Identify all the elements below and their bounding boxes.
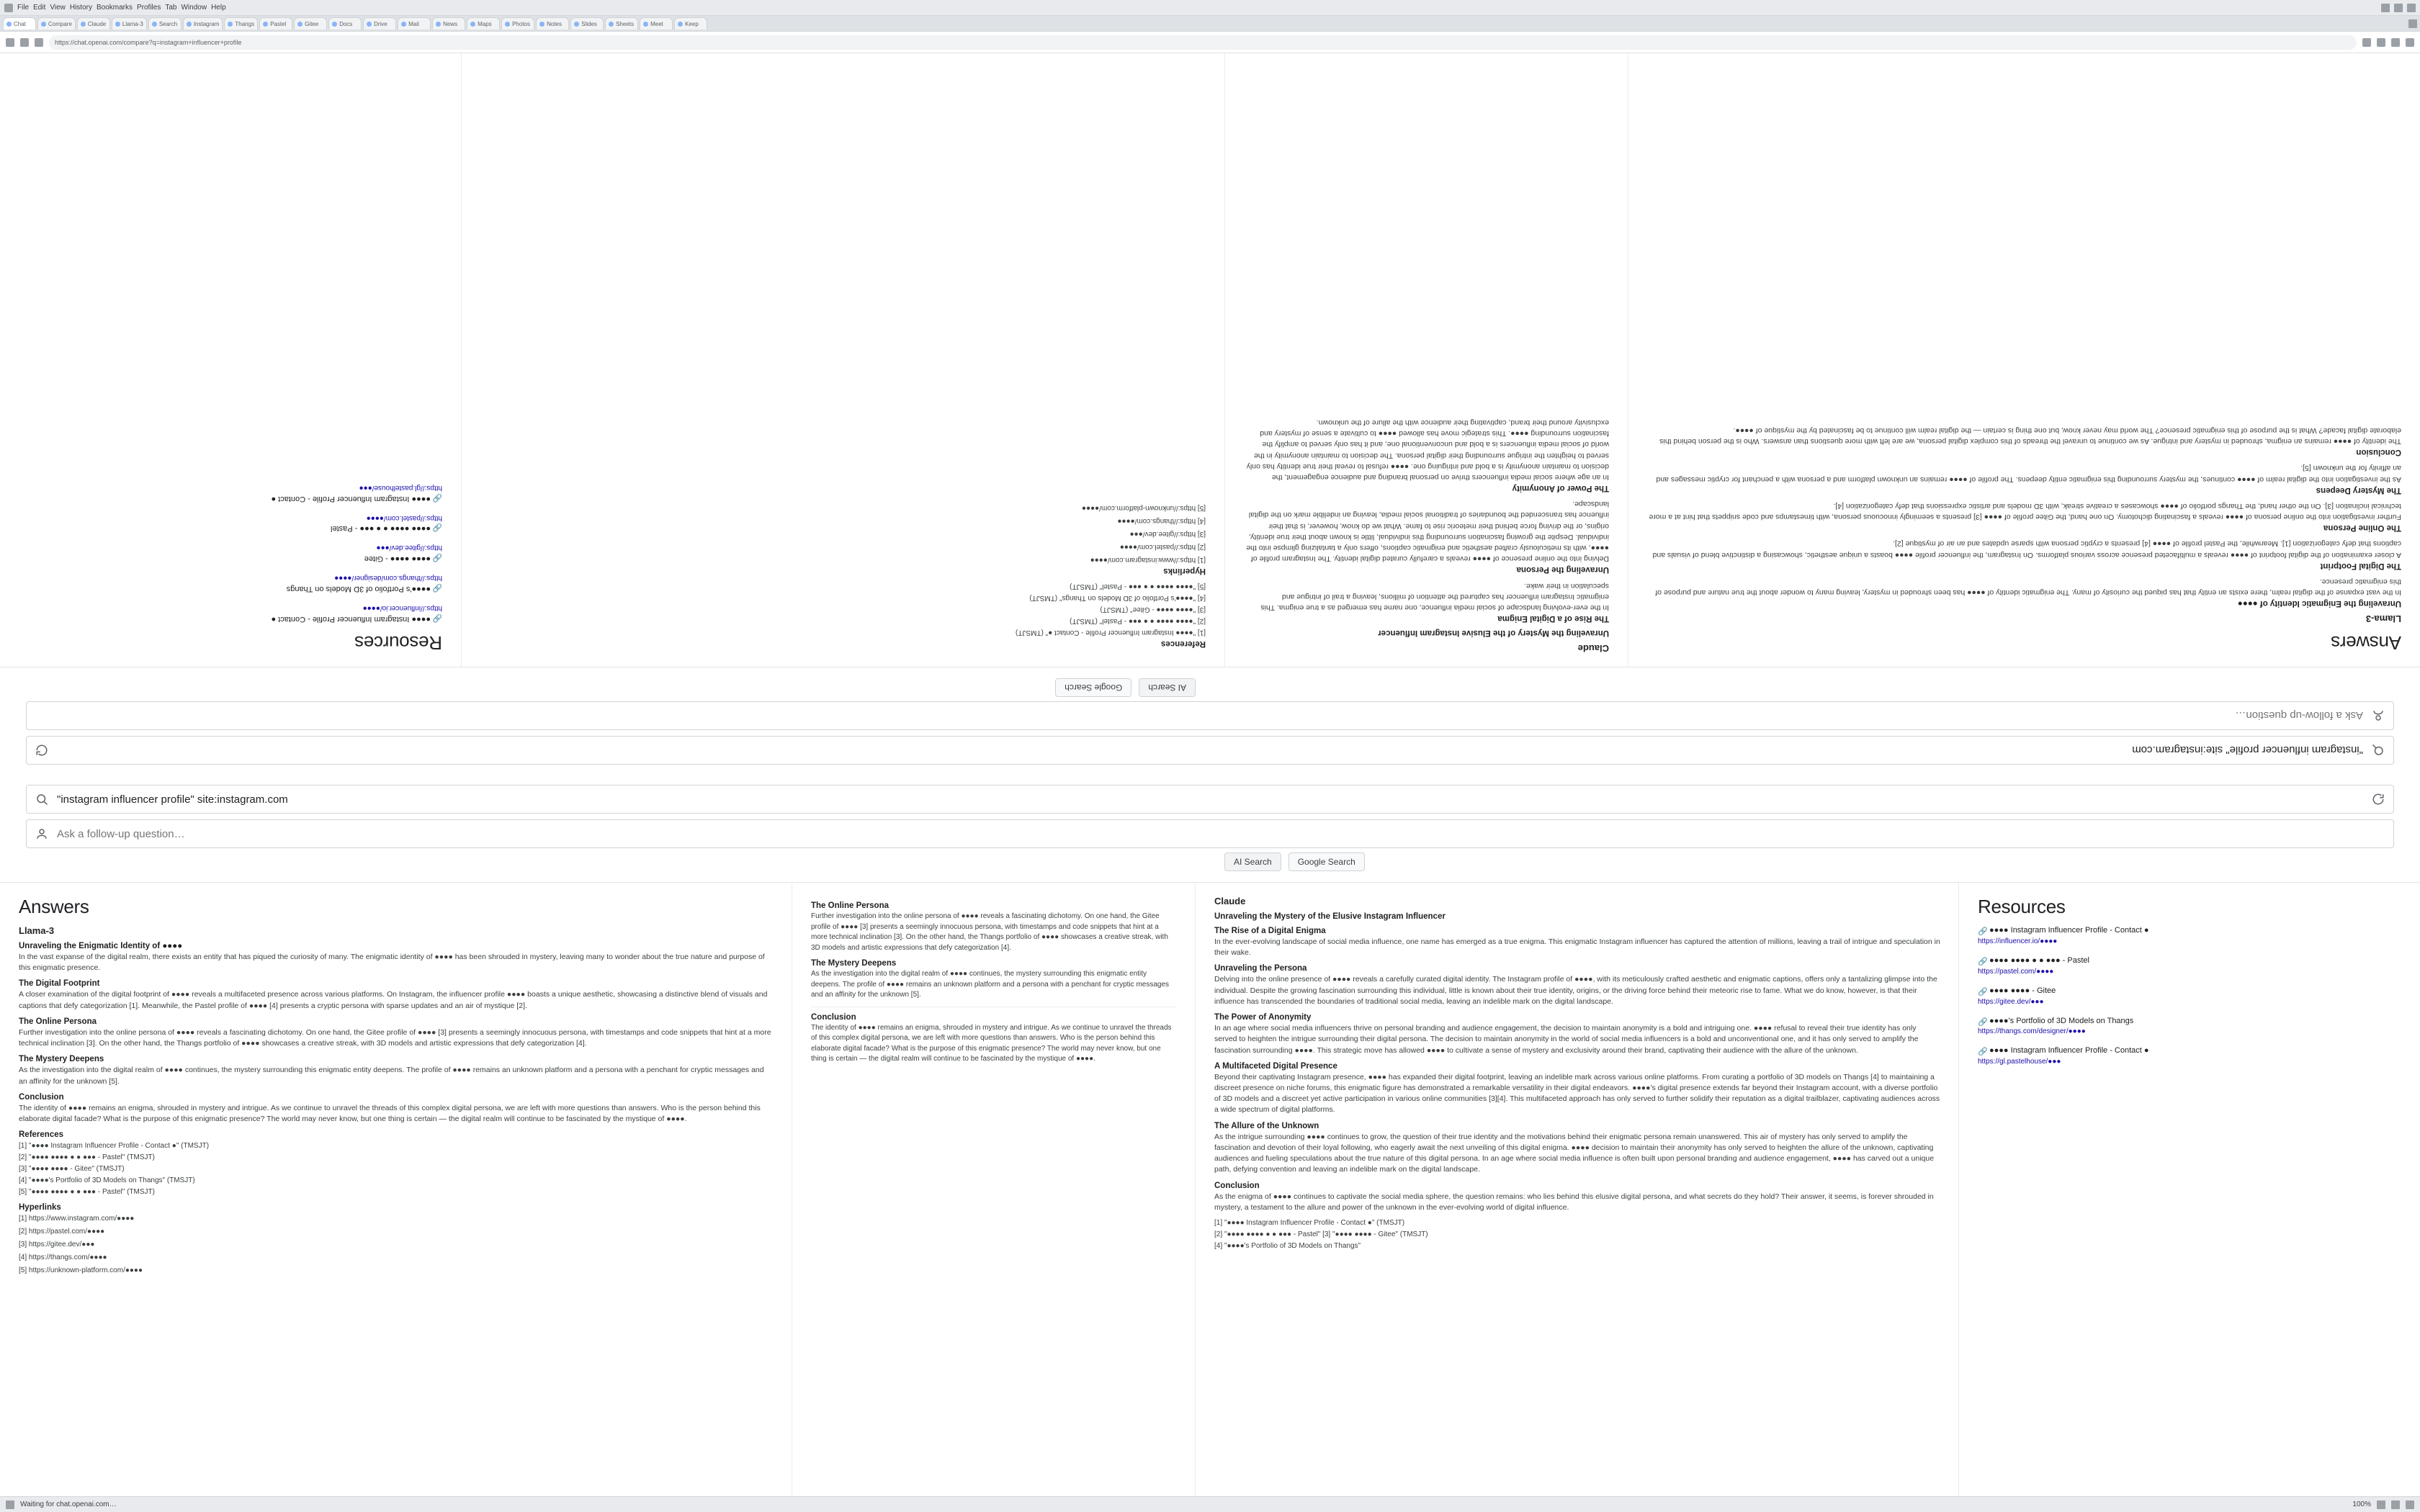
favicon-icon xyxy=(152,22,157,27)
resource-item[interactable] xyxy=(19,514,442,534)
section-heading: Conclusion xyxy=(19,1092,64,1102)
section-heading: The Rise of a Digital Enigma xyxy=(1497,614,1609,623)
resource-title: ●●●● ●●●● ● ● ●●● - Pastel xyxy=(1989,955,2089,965)
hyperlink-item[interactable]: [4] https://thangs.com/●●●● xyxy=(1117,517,1206,525)
section-body: As the investigation into the digital realm of ●●●● continues, the mystery surrounding this enigmatic entity deepens. The profile of ●●●● remains an unknown platform and a persona with a penchant for cryptic messages and an affinity for the unknown [5]. xyxy=(1656,464,2401,484)
hyperlink-item[interactable]: [1] https://www.instagram.com/●●●● xyxy=(1090,556,1206,564)
profile-icon[interactable] xyxy=(2391,38,2400,47)
google-search-button[interactable]: Google Search xyxy=(1289,852,1365,871)
hyperlink-item[interactable]: [1] https://www.instagram.com/●●●● xyxy=(19,1215,135,1223)
section-body: In an age where social media influencers thrive on personal branding and audience engagement, the decision to maintain anonymity is a bold and intriguing one. ●●●● refusal to reveal their true identity has only served to heighten the intrigue surrounding their digital persona. The decision to maintain anonymity in the world of social media influencers is a bold and unconventional one, and it has only served to amplify the fascination surrounding ●●●●. This strategic move has allowed ●●●● to cultivate a sense of mystery and exclusivity around their brand, captivating their audience with the allure of the unknown. xyxy=(1246,418,1609,482)
search-input-mirror[interactable] xyxy=(55,744,2365,757)
browser-tab-label: Drive xyxy=(374,20,387,27)
browser-tab-label: Compare xyxy=(48,20,72,27)
reference-item: [4] "●●●●'s Portfolio of 3D Models on Thangs" xyxy=(1214,1241,1361,1250)
section-heading: Unraveling the Mystery of the Elusive Instagram Influencer xyxy=(1378,629,1609,637)
browser-tab-label: Gitee xyxy=(305,20,319,27)
section-heading: The Digital Footprint xyxy=(19,979,100,989)
ai-search-button-mirror[interactable]: AI Search xyxy=(1139,678,1196,697)
reference-item: [5] "●●●● ●●●● ● ● ●●● - Pastel" (TMSJT) xyxy=(1070,582,1206,590)
resource-title: ●●●● Instagram Influencer Profile - Contact ● xyxy=(1989,1046,2149,1056)
profile-icon xyxy=(2372,709,2385,722)
model-name-llama: Llama-3 xyxy=(19,925,55,936)
reload-icon[interactable] xyxy=(35,744,48,757)
section-body: Delving into the online presence of ●●●● reveals a carefully curated digital identity. The Instagram profile of ●●●●, with its meticulously crafted aesthetic and enigmatic captions, offers only a tantalizing glimpse into the individual. Despite the growing fascination surrounding this individual, little is known about their true identity, origins, or the driving force behind their meteoric rise to fame. What we do know, however, is that their influence has transcended the boundaries of traditional social media, leaving an indelible mark on the digital landscape. xyxy=(1246,500,1609,564)
browser-tab[interactable] xyxy=(467,17,500,30)
answers-heading-mirror: Answers xyxy=(2331,632,2401,654)
browser-tab-label: Docs xyxy=(339,20,353,27)
apple-logo-icon xyxy=(4,4,13,12)
search-buttons[interactable] xyxy=(1224,852,1365,871)
reload-icon[interactable] xyxy=(35,38,43,47)
reference-item: [5] "●●●● ●●●● ● ● ●●● - Pastel" (TMSJT) xyxy=(19,1188,155,1197)
browser-tab[interactable] xyxy=(640,17,673,30)
resource-item[interactable] xyxy=(1978,955,2401,976)
browser-tab[interactable] xyxy=(148,17,182,30)
reference-item: [3] "●●●● ●●●● - Gitee" (TMSJT) xyxy=(19,1165,125,1174)
profile-icon xyxy=(35,827,48,840)
page-content xyxy=(0,775,2420,1496)
section-heading: Unraveling the Persona xyxy=(1214,964,1307,973)
reference-item: [1] "●●●● Instagram Influencer Profile - Contact ●" (TMSJT) xyxy=(19,1142,210,1151)
page-viewport xyxy=(0,53,2420,1496)
section-heading: The Power of Anonymity xyxy=(1512,484,1609,493)
os-menubar[interactable] xyxy=(0,0,2420,16)
resource-title: ●●●● Instagram Influencer Profile - Contact ● xyxy=(1989,926,2149,935)
favicon-icon xyxy=(367,22,372,27)
reference-item: [2] "●●●● ●●●● ● ● ●●● - Pastel" (TMSJT) xyxy=(19,1153,155,1162)
favicon-icon xyxy=(574,22,579,27)
resource-title: ●●●● ●●●● - Gitee xyxy=(364,554,431,564)
resources-col-mirror xyxy=(0,53,461,667)
browser-tab-label: Thangs xyxy=(235,20,255,27)
resources-heading-mirror: Resources xyxy=(354,632,442,654)
browser-tabstrip[interactable] xyxy=(0,16,2420,32)
link-icon: 🔗 xyxy=(1978,927,1988,936)
section-body: As the investigation into the digital realm of ●●●● continues, the mystery surrounding this enigmatic entity deepens. The profile of ●●●● remains an unknown platform and a persona with a penchant for cryptic messages and an affinity for the unknown [5]. xyxy=(19,1066,764,1086)
reference-item: [4] "●●●●'s Portfolio of 3D Models on Thangs" (TMSJT) xyxy=(1029,594,1206,602)
status-bar xyxy=(0,1496,2420,1512)
link-icon: 🔗 xyxy=(1978,1017,1988,1027)
browser-tab[interactable] xyxy=(432,17,465,30)
section-heading: Conclusion xyxy=(1214,1181,1260,1190)
section-heading: Unraveling the Enigmatic Identity of ●●●● xyxy=(2237,599,2401,608)
menu-item-view[interactable]: View xyxy=(50,4,66,12)
section-body: Beyond their captivating Instagram presence, ●●●● has expanded their digital footprint, leaving an indelible mark across various online platforms. From curating a portfolio of 3D models on Thangs [4] to maintaining a discreet presence on niche forums, this enigmatic figure has demonstrated a remarkable versatility in their digital endeavors. ●●●●'s digital presence extends far beyond their Instagram account, with a diverse portfolio of 3D models and a discreet yet active participation in various online communities [3][4]. This multifaceted approach has only served to further solidify their reputation as a digital trailblazer, captivating audiences across a wide spectrum of digital platforms. xyxy=(1214,1072,1940,1115)
browser-toolbar[interactable] xyxy=(0,32,2420,53)
claude-column xyxy=(1196,883,1959,1496)
references-col-mirror xyxy=(461,53,1224,667)
forward-icon[interactable] xyxy=(20,38,29,47)
section-heading: Conclusion xyxy=(811,1012,856,1022)
favicon-icon xyxy=(505,22,510,27)
browser-tab[interactable] xyxy=(259,17,292,30)
menu-item-bookmarks[interactable]: Bookmarks xyxy=(96,4,133,12)
section-body: In an age where social media influencers thrive on personal branding and audience engagement, the decision to maintain anonymity is a bold and intriguing one. ●●●● refusal to reveal their true identity has only served to heighten the intrigue surrounding their digital persona. The decision to maintain anonymity in the world of social media influencers is a bold and unconventional one, and it has only served to amplify the fascination surrounding ●●●●. This strategic move has allowed ●●●● to cultivate a sense of mystery and exclusivity around their brand, captivating their audience with the allure of the unknown. xyxy=(1214,1024,1919,1055)
section-heading: The Mystery Deepens xyxy=(2316,485,2401,495)
link-icon: 🔗 xyxy=(1978,1048,1988,1057)
reference-list xyxy=(19,1140,774,1197)
section-heading: The Rise of a Digital Enigma xyxy=(1214,927,1326,935)
section-heading: The Power of Anonymity xyxy=(1214,1013,1312,1022)
resource-item[interactable] xyxy=(1978,986,2401,1006)
favicon-icon xyxy=(470,22,475,27)
extensions-icon[interactable] xyxy=(2377,38,2385,47)
search-icon xyxy=(2372,744,2385,757)
section-heading: Unraveling the Persona xyxy=(1516,565,1609,575)
search-buttons-mirror[interactable] xyxy=(1055,678,1196,697)
hyperlinks-heading: Hyperlinks xyxy=(1163,567,1206,575)
browser-tab-label: News xyxy=(443,20,458,27)
browser-tab[interactable] xyxy=(224,17,258,30)
browser-tab-label: Instagram xyxy=(193,20,220,27)
resource-title: ●●●● Instagram Influencer Profile - Contact ● xyxy=(271,615,431,624)
browser-tab-label: Claude xyxy=(87,20,107,27)
model-name-mirror: Llama-3 xyxy=(2365,613,2401,624)
resource-url[interactable]: https://gitee.dev/●●● xyxy=(1978,997,2044,1006)
section-body: Further investigation into the online persona of ●●●● reveals a fascinating dichotomy. On one hand, the Gitee profile of ●●●● [3] presents a seemingly innocuous persona, with timestamps and code snippets that hint at a more technical inclination [3]. On the other hand, the Thangs portfolio of ●●●● showcases a creative streak, with 3D models and artistic expressions that defy categorization [4]. xyxy=(1649,501,2401,522)
new-tab-icon[interactable] xyxy=(2408,19,2417,28)
favicon-icon xyxy=(643,22,648,27)
section-body: As the investigation into the digital realm of ●●●● continues, the mystery surrounding this enigmatic entity deepens. The profile of ●●●● remains an unknown platform and a persona with a penchant for cryptic messages and an affinity for the unknown [5]. xyxy=(811,970,1170,999)
resource-url[interactable]: https://thangs.com/designer/●●●● xyxy=(1978,1027,2086,1036)
favicon-icon xyxy=(41,22,46,27)
reference-list xyxy=(480,581,1206,638)
hyperlink-list[interactable] xyxy=(19,1213,774,1276)
reference-item: [2] "●●●● ●●●● ● ● ●●● - Pastel" (TMSJT) xyxy=(1070,617,1206,625)
reference-item: [3] "●●●● ●●●● - Gitee" (TMSJT) xyxy=(1100,606,1206,613)
claude-col-mirror xyxy=(1224,53,1628,667)
favicon-icon xyxy=(115,22,120,27)
resource-url[interactable]: https://influencer.io/●●●● xyxy=(362,604,442,613)
section-body: A closer examination of the digital footprint of ●●●● reveals a multifaceted presence across various platforms. On Instagram, the influencer profile ●●●● boasts a unique aesthetic, showcasing a distinctive blend of visuals and captions that defy categorization [1]. Meanwhile, the Pastel profile of ●●●● [4] presents a cryptic persona with sparse updates and an air of mystique [2]. xyxy=(1652,539,2401,559)
resource-url[interactable]: https://pastel.com/●●●● xyxy=(366,513,442,522)
link-icon: 🔗 xyxy=(432,583,442,593)
dock-icon[interactable] xyxy=(2377,1500,2385,1509)
address-bar-url: https://chat.openai.com/compare?q=instagram+influencer+profile xyxy=(55,38,242,46)
browser-tab-label: Chat xyxy=(14,20,26,27)
resource-url[interactable]: https://pastel.com/●●●● xyxy=(1978,967,2054,976)
section-body: A closer examination of the digital footprint of ●●●● reveals a multifaceted presence across various platforms. On Instagram, the influencer profile ●●●● boasts a unique aesthetic, showcasing a distinctive blend of visuals and captions that defy categorization [1]. Meanwhile, the Pastel profile of ●●●● [4] presents a cryptic persona with sparse updates and an air of mystique [2]. xyxy=(19,990,768,1010)
browser-tab[interactable] xyxy=(112,17,147,30)
search-zone-mirror xyxy=(0,667,2420,775)
favicon-icon xyxy=(187,22,192,27)
hyperlink-item[interactable]: [5] https://unknown-platform.com/●●●● xyxy=(19,1266,143,1275)
browser-tab[interactable] xyxy=(501,17,534,30)
section-body: The identity of ●●●● remains an enigma, shrouded in mystery and intrigue. As we continue to unravel the threads of this complex digital persona, we are left with more questions than answers. Who is the person behind this elaborate digital facade? What is the purpose of this enigmatic presence? The world may never know, but one thing is certain — the digital realm will continue to be fascinated by the mystique of ●●●●. xyxy=(1659,426,2401,446)
references-heading: References xyxy=(1160,639,1206,648)
model-name-claude: Claude xyxy=(1214,896,1246,906)
menu-item-profiles[interactable]: Profiles xyxy=(137,4,161,12)
browser-tab[interactable] xyxy=(183,17,223,30)
resource-item[interactable] xyxy=(19,484,442,504)
section-heading: The Mystery Deepens xyxy=(811,959,897,968)
finder-icon[interactable] xyxy=(6,1500,14,1509)
status-text: Waiting for chat.openai.com… xyxy=(20,1500,117,1508)
reference-item: [1] "●●●● Instagram Influencer Profile - Contact ●" (TMSJT) xyxy=(1214,1218,1405,1227)
section-heading: Unraveling the Mystery of the Elusive Instagram Influencer xyxy=(1214,912,1446,921)
hyperlinks-heading: Hyperlinks xyxy=(19,1203,61,1212)
section-body: In the vast expanse of the digital realm, there exists an entity that has piqued the curiosity of many. The enigmatic identity of ●●●● has been shrouded in mystery, leaving many to wonder about the true nature and purpose of this enigmatic presence. xyxy=(1655,577,2401,597)
section-heading: The Online Persona xyxy=(811,901,889,910)
zoom-level[interactable]: 100% xyxy=(2352,1500,2371,1508)
hyperlink-list[interactable] xyxy=(480,503,1206,565)
search-field-secondary[interactable] xyxy=(26,819,2394,848)
browser-tab-label: Sheets xyxy=(616,20,634,27)
answers-col-llama-mirror xyxy=(1628,53,2420,667)
reload-icon[interactable] xyxy=(2372,793,2385,806)
reference-item: [1] "●●●● Instagram Influencer Profile - Contact ●" (TMSJT) xyxy=(1015,629,1206,636)
browser-tab[interactable] xyxy=(570,17,604,30)
menu-item-help[interactable]: Help xyxy=(211,4,226,12)
browser-tab-label: Search xyxy=(158,20,178,27)
section-body: In the vast expanse of the digital realm, there exists an entity that has piqued the curiosity of many. The enigmatic identity of ●●●● has been shrouded in mystery, leaving many to wonder about the true nature and purpose of this enigmatic presence. xyxy=(19,953,765,973)
favicon-icon xyxy=(297,22,302,27)
section-body: In the ever-evolving landscape of social media influence, one name has emerged as a true enigma. This enigmatic Instagram influencer has captured the attention of millions, leaving a trail of intrigue and speculation in their wake. xyxy=(1260,581,1609,612)
hyperlink-item[interactable]: [3] https://gitee.dev/●●● xyxy=(1129,530,1206,538)
favicon-icon xyxy=(228,22,233,27)
model-name-mirror: Claude xyxy=(1577,643,1609,654)
hyperlink-item[interactable]: [4] https://thangs.com/●●●● xyxy=(19,1254,107,1262)
browser-tab[interactable] xyxy=(328,17,362,30)
reference-item: [4] "●●●●'s Portfolio of 3D Models on Thangs" (TMSJT) xyxy=(19,1176,195,1185)
resources-heading: Resources xyxy=(1978,896,2066,917)
answers-heading: Answers xyxy=(19,896,89,917)
resource-url[interactable]: https://gl.pastelhouse/●●● xyxy=(1978,1058,2061,1066)
section-heading: The Allure of the Unknown xyxy=(1214,1121,1319,1130)
resource-title: ●●●● ●●●● - Gitee xyxy=(1989,986,2056,995)
references-heading: References xyxy=(19,1130,64,1140)
browser-tab[interactable] xyxy=(3,17,36,30)
section-body: The identity of ●●●● remains an enigma, shrouded in mystery and intrigue. As we continue to unravel the threads of this complex digital persona, we are left with more questions than answers. Who is the person behind this elaborate digital facade? What is the purpose of this enigmatic presence? The world may never know, but one thing is certain — the digital realm will continue to be fascinated by the mystique of ●●●●. xyxy=(811,1023,1172,1063)
browser-tab-label: Llama-3 xyxy=(122,20,143,27)
browser-tab-label: Pastel xyxy=(270,20,287,27)
hyperlink-item[interactable]: [3] https://gitee.dev/●●● xyxy=(19,1241,95,1249)
browser-tab-label: Meet xyxy=(650,20,663,27)
link-icon: 🔗 xyxy=(432,613,442,622)
resource-url[interactable]: https://thangs.com/designer/●●●● xyxy=(334,574,442,582)
favicon-icon xyxy=(539,22,544,27)
followup-input[interactable] xyxy=(55,827,2385,841)
search-input[interactable] xyxy=(55,793,2365,806)
reference-item: [2] "●●●● ●●●● ● ● ●●● - Pastel" [3] "●●●● ●●●● - Gitee" (TMSJT) xyxy=(1214,1230,1428,1238)
hyperlink-item[interactable]: [2] https://pastel.com/●●●● xyxy=(19,1228,105,1236)
search-field-secondary-mirror[interactable] xyxy=(26,701,2394,730)
browser-tab[interactable] xyxy=(363,17,396,30)
clock-icon[interactable] xyxy=(2407,4,2416,12)
browser-tab-label: Keep xyxy=(685,20,699,27)
section-heading: The Online Persona xyxy=(2323,523,2401,533)
link-icon: 🔗 xyxy=(1978,987,1988,996)
answers-column xyxy=(0,883,792,1496)
favicon-icon xyxy=(6,22,12,27)
back-icon[interactable] xyxy=(6,38,14,47)
resources-column xyxy=(1959,883,2420,1496)
resource-item[interactable] xyxy=(1978,925,2401,945)
section-heading: Conclusion xyxy=(2356,448,2401,457)
section-heading: The Online Persona xyxy=(19,1017,97,1026)
resource-item[interactable] xyxy=(19,544,442,564)
followup-input-mirror[interactable] xyxy=(35,709,2365,723)
browser-tab[interactable] xyxy=(77,17,110,30)
favicon-icon xyxy=(332,22,337,27)
dock-icon[interactable] xyxy=(2406,1500,2414,1509)
section-body: Delving into the online presence of ●●●● reveals a carefully curated digital identity. The Instagram profile of ●●●●, with its meticulously crafted aesthetic and enigmatic captions, offers only a tantalizing glimpse into the individual. Despite the growing fascination surrounding this individual, little is known about their true identity, origins, or the driving force behind their meteoric rise to fame. What we do know, however, is that their influence has transcended the boundaries of traditional social media, leaving an indelible mark on the digital landscape. xyxy=(1214,975,1937,1006)
browser-tab-label: Maps xyxy=(478,20,492,27)
browser-tab[interactable] xyxy=(294,17,327,30)
browser-tab[interactable] xyxy=(536,17,569,30)
resource-url[interactable]: https://influencer.io/●●●● xyxy=(1978,937,2058,945)
resource-title: ●●●● Instagram Influencer Profile - Contact ● xyxy=(271,494,431,503)
favicon-icon xyxy=(401,22,406,27)
favicon-icon xyxy=(263,22,268,27)
search-field-primary-mirror[interactable] xyxy=(26,736,2394,765)
resource-item[interactable] xyxy=(1978,1045,2401,1066)
ai-search-button[interactable]: AI Search xyxy=(1224,852,1281,871)
section-heading: The Digital Footprint xyxy=(2320,561,2401,570)
search-icon xyxy=(35,793,48,806)
content-columns-mirror xyxy=(0,53,2420,667)
wifi-icon[interactable] xyxy=(2381,4,2390,12)
battery-icon[interactable] xyxy=(2394,4,2403,12)
section-body: In the ever-evolving landscape of social media influence, one name has emerged as a true enigma. This enigmatic Instagram influencer has captured the attention of millions, leaving a trail of intrigue and speculation in their wake. xyxy=(1214,937,1940,958)
google-search-button-mirror[interactable]: Google Search xyxy=(1055,678,1131,697)
hyperlink-item[interactable]: [2] https://pastel.com/●●●● xyxy=(1119,543,1206,551)
section-heading: The Mystery Deepens xyxy=(19,1055,104,1064)
resource-url[interactable]: https://gitee.dev/●●● xyxy=(376,544,442,552)
link-icon: 🔗 xyxy=(432,523,442,532)
address-bar[interactable] xyxy=(49,35,2357,50)
resource-item[interactable] xyxy=(19,574,442,594)
menu-item-tab[interactable]: Tab xyxy=(165,4,177,12)
browser-tab-label: Notes xyxy=(547,20,562,27)
menu-item-window[interactable]: Window xyxy=(181,4,207,12)
section-body: As the enigma of ●●●● continues to captivate the social media sphere, the question remains: who lies behind this elusive digital persona, and what secrets do they hold? Their answer, it seems, is forever shrouded in mystery, a testament to the allure and power of the unknown in the ever-evolving world of digital influence. xyxy=(1214,1192,1934,1212)
bookmark-star-icon[interactable] xyxy=(2362,38,2371,47)
search-field-primary[interactable] xyxy=(26,785,2394,814)
section-heading: A Multifaceted Digital Presence xyxy=(1214,1061,1337,1071)
browser-tab[interactable] xyxy=(398,17,431,30)
browser-tab[interactable] xyxy=(37,17,76,30)
menu-item-file[interactable]: File xyxy=(17,4,30,12)
favicon-icon xyxy=(436,22,441,27)
kebab-menu-icon[interactable] xyxy=(2406,38,2414,47)
link-icon: 🔗 xyxy=(1978,957,1988,966)
favicon-icon xyxy=(81,22,86,27)
link-icon: 🔗 xyxy=(432,553,442,562)
resource-title: ●●●●'s Portfolio of 3D Models on Thangs xyxy=(286,585,431,594)
resource-item[interactable] xyxy=(1978,1016,2401,1036)
section-body: As the intrigue surrounding ●●●● continues to grow, the question of their true identity and the motivations behind their enigmatic persona remain unanswered. This air of mystery has only served to amplify the fascination and devotion of their loyal following, who eagerly await the next unveiling of this digital enigma. ●●●● decision to maintain their anonymity has only served to heighten the allure of the unknown, captivating audiences and fueling speculations about the true nature of this digital persona. In an age where social media influence is often built upon personal branding and audience engagement, ●●●● has carved out a unique path, defying convention and leaving an indelible mark on the digital landscape. xyxy=(1214,1132,1935,1174)
section-body: Further investigation into the online persona of ●●●● reveals a fascinating dichotomy. On one hand, the Gitee profile of ●●●● [3] presents a seemingly innocuous persona, with timestamps and code snippets that hint at a more technical inclination [3]. On the other hand, the Thangs portfolio of ●●●● showcases a creative streak, with 3D models and artistic expressions that defy categorization [4]. xyxy=(811,912,1168,952)
browser-tab-label: Mail xyxy=(408,20,419,27)
reference-list-claude xyxy=(1214,1218,1940,1251)
mirrored-page-copy xyxy=(0,53,2420,775)
favicon-icon xyxy=(609,22,614,27)
menu-item-history[interactable]: History xyxy=(69,4,92,12)
search-zone xyxy=(0,775,2420,883)
link-icon: 🔗 xyxy=(432,492,442,502)
section-body: The identity of ●●●● remains an enigma, shrouded in mystery and intrigue. As we continue to unravel the threads of this complex digital persona, we are left with more questions than answers. Who is the person behind this elaborate digital facade? What is the purpose of this enigmatic presence? The world may never know, but one thing is certain — the digital realm will continue to be fascinated by the mystique of ●●●●. xyxy=(19,1103,761,1123)
favicon-icon xyxy=(678,22,683,27)
section-body: Further investigation into the online persona of ●●●● reveals a fascinating dichotomy. On one hand, the Gitee profile of ●●●● [3] presents a seemingly innocuous persona, with timestamps and code snippets that hint at a more technical inclination [3]. On the other hand, the Thangs portfolio of ●●●● showcases a creative streak, with 3D models and artistic expressions that defy categorization [4]. xyxy=(19,1027,771,1048)
resource-title: ●●●● ●●●● ● ● ●●● - Pastel xyxy=(331,524,431,534)
resource-item[interactable] xyxy=(19,604,442,624)
section-heading: Unraveling the Enigmatic Identity of ●●●● xyxy=(19,942,183,950)
answers-column-continuation xyxy=(792,883,1196,1496)
browser-tab-label: Slides xyxy=(581,20,597,27)
hyperlink-item[interactable]: [5] https://unknown-platform.com/●●●● xyxy=(1081,504,1206,512)
browser-tab[interactable] xyxy=(674,17,707,30)
resource-url[interactable]: https://gl.pastelhouse/●●● xyxy=(359,483,442,492)
browser-tab[interactable] xyxy=(605,17,638,30)
menu-item-edit[interactable]: Edit xyxy=(33,4,46,12)
dock-icon[interactable] xyxy=(2391,1500,2400,1509)
content-columns xyxy=(0,883,2420,1496)
resource-title: ●●●●'s Portfolio of 3D Models on Thangs xyxy=(1989,1016,2134,1025)
browser-tab-label: Photos xyxy=(512,20,530,27)
